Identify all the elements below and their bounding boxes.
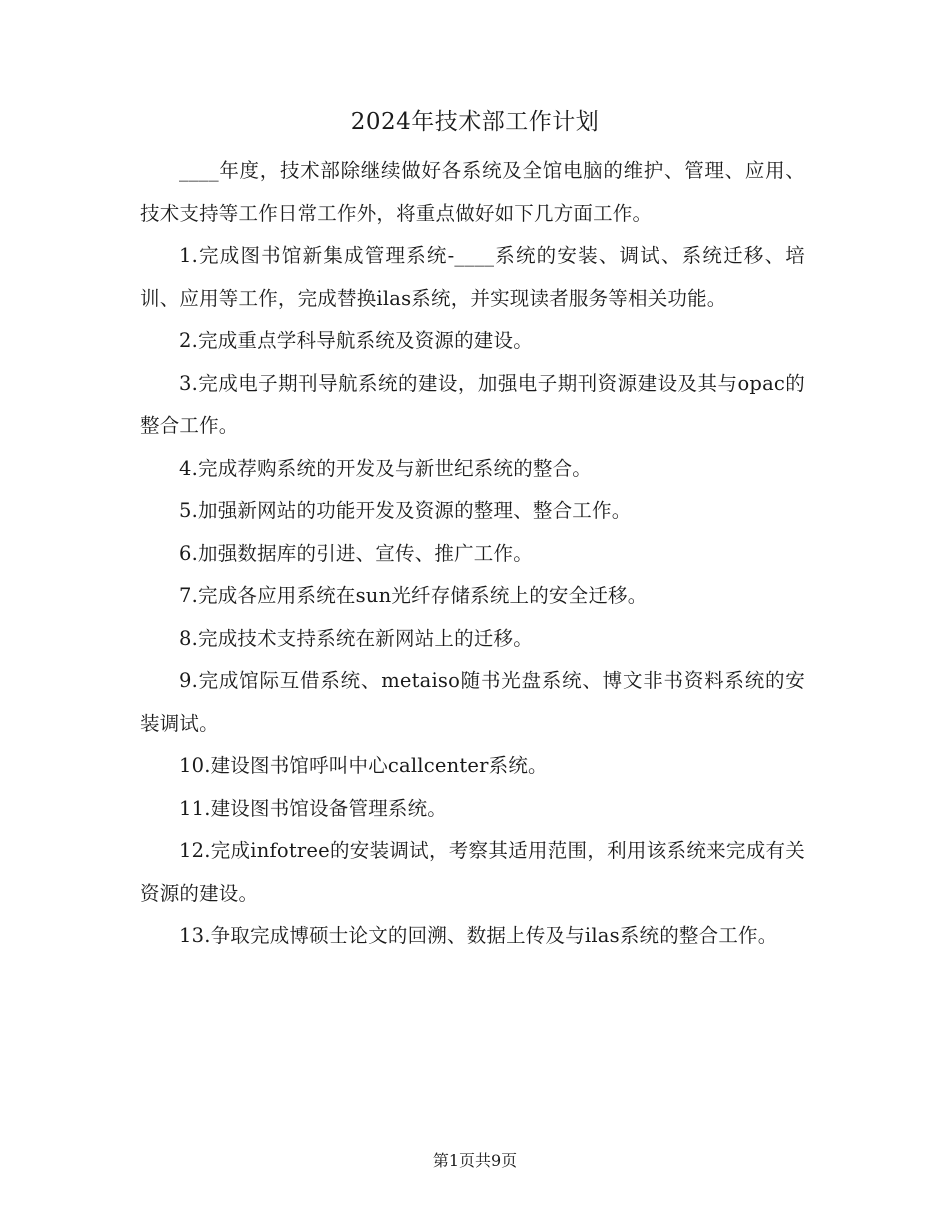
paragraph-item-8: 8.完成技术支持系统在新网站上的迁移。: [179, 626, 533, 650]
paragraph-item-1: 1.完成图书馆新集成管理系统-____系统的安装、调试、系统迁移、培训、应用等工作，完成替换ilas系统，并实现读者服务等相关功能。: [140, 244, 805, 310]
paragraph-item-4: 4.完成荐购系统的开发及与新世纪系统的整合。: [179, 456, 593, 480]
paragraph-item-6: 6.加强数据库的引进、宣传、推广工作。: [179, 541, 533, 565]
paragraph-item-7: 7.完成各应用系统在sun光纤存储系统上的安全迁移。: [179, 584, 648, 607]
paragraph-item-13: 13.争取完成博硕士论文的回溯、数据上传及与ilas系统的整合工作。: [179, 924, 778, 947]
paragraph-item-9: 9.完成馆际互借系统、metaiso随书光盘系统、博文非书资料系统的安装调试。: [140, 669, 805, 735]
paragraph-item-12: 12.完成infotree的安装调试，考察其适用范围，利用该系统来完成有关资源的建设。: [140, 839, 805, 905]
page-number-footer: 第1页共9页: [432, 1151, 518, 1170]
paragraph-item-2: 2.完成重点学科导航系统及资源的建设。: [179, 329, 533, 352]
document-body: [140, 150, 805, 958]
paragraph-item-3: 3.完成电子期刊导航系统的建设，加强电子期刊资源建设及其与opac的整合工作。: [140, 371, 805, 437]
paragraph-item-5: 5.加强新网站的功能开发及资源的整理、整合工作。: [179, 499, 632, 522]
page-title: 2024年技术部工作计划: [350, 109, 600, 135]
paragraph-intro: ____年度，技术部除继续做好各系统及全馆电脑的维护、管理、应用、技术支持等工作日常工作外，将重点做好如下几方面工作。: [140, 159, 805, 225]
paragraph-item-11: 11.建设图书馆设备管理系统。: [179, 796, 448, 820]
paragraph-item-10: 10.建设图书馆呼叫中心callcenter系统。: [179, 754, 548, 777]
